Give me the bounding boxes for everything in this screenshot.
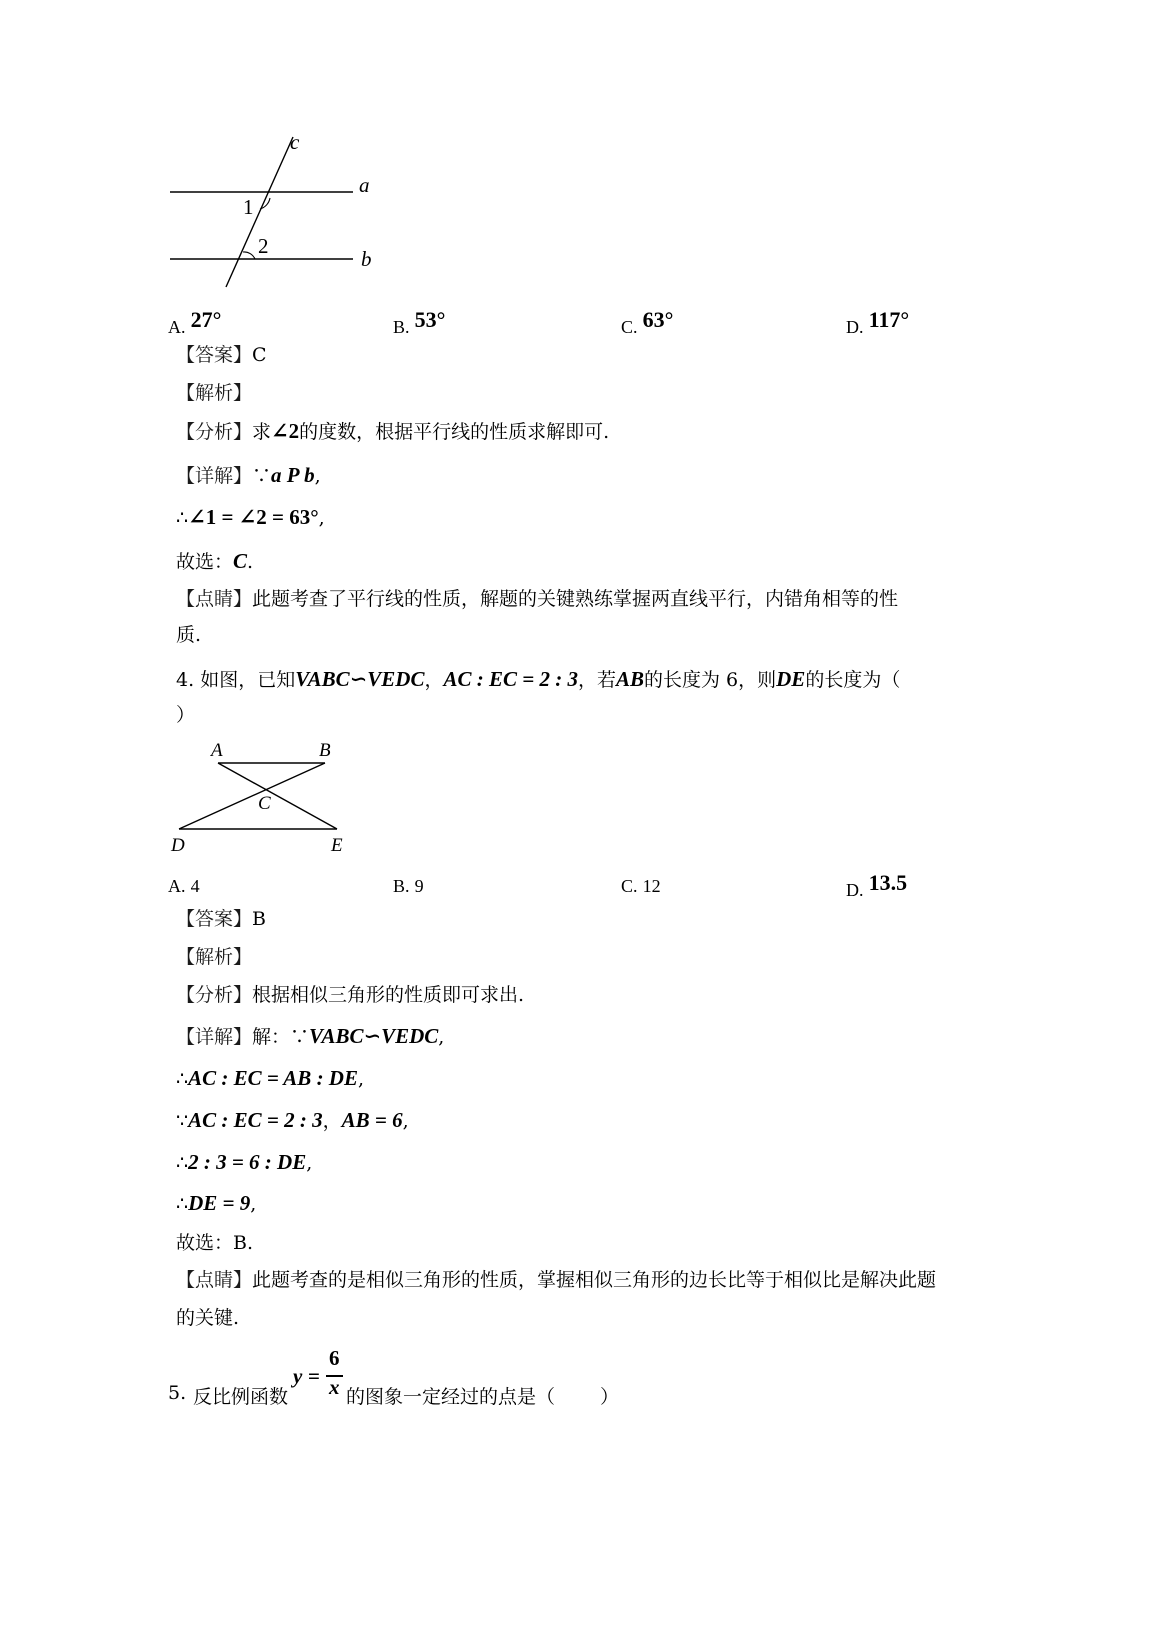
q4-option-d [846,870,908,902]
option-label: C. [621,876,638,896]
q4-option-b [393,876,424,897]
dianjing-text: 此题考查了平行线的性质，解题的关键熟练掌握两直线平行，内错角相等的性 [252,588,899,610]
option-value: 117° [868,307,910,332]
line-c [226,137,293,287]
q3-jiexi [176,380,252,406]
stem-text: 如图，已知 [200,669,296,691]
q3-step1 [176,504,325,531]
punct: ， [322,1110,342,1132]
punct: , [318,507,325,529]
step-math: ∠1 = ∠2 = 63° [188,505,319,529]
step-math: 2 : 3 = 6 : DE [188,1150,307,1174]
punct: , [438,1026,445,1048]
q3-option-b [393,307,446,339]
equals-sign: = [308,1364,320,1388]
fenxi-tag: 【分析】 [176,984,253,1006]
label-c: c [290,130,300,154]
xiangjie-math: a P b [271,463,315,487]
dianjing-text: 质. [176,624,202,646]
question-number: 4. [176,669,195,691]
label-point-c: C [258,793,271,814]
step-math: AC : EC = 2 : 3 [188,1108,323,1132]
dianjing-text: 此题考查的是相似三角形的性质，掌握相似三角形的边长比等于相似比是解决此题 [252,1269,937,1291]
label-angle-2: 2 [258,234,269,258]
because-symbol: ∵ [176,1110,189,1132]
label-point-b: B [319,740,331,761]
therefore-symbol: ∴ [176,1193,189,1215]
xiangjie-text: 解：∵ [252,1026,310,1048]
stem-math: DE [776,667,806,691]
fraction-numerator: 6 [329,1346,340,1370]
q3-answer [176,342,267,368]
stem-text: ，若 [577,669,616,691]
therefore-symbol: ∴ [176,507,189,529]
q3-xiangjie [176,462,321,489]
dianjing-tag: 【点睛】 [176,588,253,610]
answer-tag: 【答案】 [176,908,253,930]
option-value: 4 [190,876,200,896]
fenxi-text: 的度数，根据平行线的性质求解即可. [299,421,610,443]
stem-math: AC : EC = 2 : 3 [443,667,578,691]
question-number: 5. [168,1382,187,1404]
q4-jiexi [176,944,252,970]
fenxi-text: 求 [252,421,272,443]
punct: , [306,1152,313,1174]
q4-answer [176,906,266,932]
therefore-symbol: ∴ [176,1152,189,1174]
stem-text: 的图象一定经过的点是（ [346,1386,556,1408]
q4-guxuan [176,1230,253,1256]
option-label: A. [168,876,186,896]
segment-bd [179,763,325,829]
punct: ， [424,669,444,691]
fraction-denominator: x [329,1375,340,1399]
q4-step3 [176,1149,312,1176]
fraction-y: y [293,1364,303,1388]
q4-step4 [176,1190,256,1217]
option-label: D. [846,317,864,337]
stem-text: 的长度为 6，则 [644,669,777,691]
therefore-symbol: ∴ [176,1068,189,1090]
q3-dianjing-cont [176,622,201,648]
label-b: b [361,247,372,271]
option-value: 9 [414,876,424,896]
stem-text: ） [176,704,196,726]
xiangjie-tag: 【详解】 [176,1026,253,1048]
option-value: 53° [414,307,446,332]
segment-ae [218,763,337,829]
option-label: B. [393,876,410,896]
q3-option-a [168,307,222,339]
label-angle-1: 1 [243,195,254,219]
option-value: 27° [190,307,222,332]
label-a: a [359,173,370,197]
stem-text: 的长度为（ [805,669,901,691]
dianjing-tag: 【点睛】 [176,1269,253,1291]
punct: , [250,1193,257,1215]
option-label: A. [168,317,186,337]
answer-value: C [252,344,267,366]
because-symbol: ∵ [252,465,272,487]
q3-option-c [621,307,674,339]
jiexi-tag: 【解析】 [176,382,253,404]
stem-math: VABC∽VEDC [295,667,425,691]
fenxi-math: ∠2 [271,419,300,443]
step-math: AB = 6 [341,1108,403,1132]
option-value: 13.5 [868,870,908,895]
jiexi-tag: 【解析】 [176,946,253,968]
stem-math: AB [615,667,644,691]
dianjing-text: 的关键. [176,1307,240,1329]
q4-stem [176,666,900,693]
stem-text: 反比例函数 [193,1386,289,1408]
punct: , [314,465,321,487]
option-value: 63° [642,307,674,332]
step-math: DE = 9 [188,1191,251,1215]
q3-option-d [846,307,910,339]
label-point-d: D [171,835,185,856]
xiangjie-math: VABC∽VEDC [309,1024,439,1048]
guxuan-text: 故选： [176,551,234,573]
fenxi-text: 根据相似三角形的性质即可求出. [252,984,525,1006]
q4-step1 [176,1065,364,1092]
q4-option-a [168,876,200,897]
guxuan-text: 故选：B. [176,1232,254,1254]
q4-dianjing [176,1267,936,1293]
q4-option-c [621,876,661,897]
label-point-e: E [331,835,343,856]
parallel-lines-figure [160,125,390,295]
q4-xiangjie [176,1023,444,1050]
angle-2-arc [243,252,255,259]
xiangjie-tag: 【详解】 [176,465,253,487]
answer-value: B [252,908,266,930]
guxuan-math: C [233,549,248,573]
label-point-a: A [211,740,223,761]
q3-dianjing [176,586,898,612]
option-label: D. [846,880,864,900]
step-math: AC : EC = AB : DE [188,1066,358,1090]
q4-dianjing-cont [176,1305,239,1331]
fenxi-tag: 【分析】 [176,421,253,443]
punct: , [402,1110,409,1132]
q3-guxuan [176,548,253,575]
answer-tag: 【答案】 [176,344,253,366]
stem-text: ） [600,1386,620,1408]
q3-fenxi [176,418,609,445]
q4-stem-cont [176,702,195,728]
similar-triangles-figure [165,735,365,860]
q4-step2 [176,1107,409,1134]
option-value: 12 [642,876,661,896]
option-label: B. [393,317,410,337]
option-label: C. [621,317,638,337]
q4-fenxi [176,982,524,1008]
punct: . [247,551,254,573]
punct: , [357,1068,365,1090]
